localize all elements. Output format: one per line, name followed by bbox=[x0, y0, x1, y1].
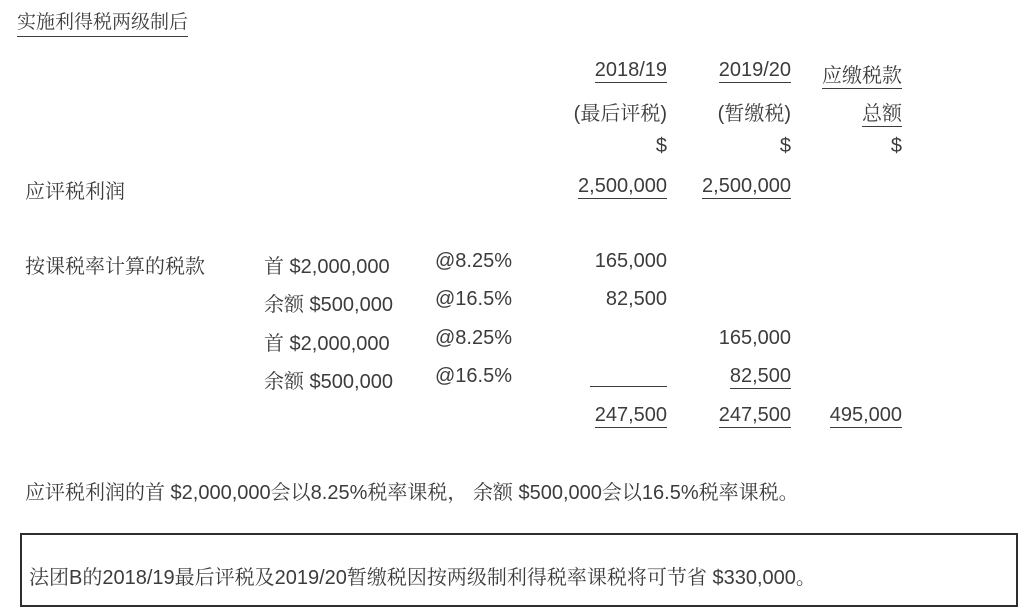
tier-2-2018-amount: 82,500 bbox=[605, 288, 667, 310]
tier-3-2019-cell bbox=[669, 327, 791, 350]
header-cell-total bbox=[781, 59, 902, 88]
total-overall-cell bbox=[781, 404, 902, 427]
assessable-profits-2018-cell bbox=[545, 175, 667, 198]
subtotal-rule-2018 bbox=[590, 365, 667, 387]
table-header-row-subtitles bbox=[0, 97, 1034, 123]
header-2019-subtitle: (暂缴税) bbox=[717, 103, 791, 125]
page-title: 实施利得税两级制后 bbox=[17, 7, 188, 37]
header-total-title: 应缴税款 bbox=[822, 65, 902, 87]
explanatory-note: 应评税利润的首 $2,000,000会以8.25%税率课税， 余额 $500,000会以16.5%税率课税。 bbox=[25, 482, 799, 504]
header-2019-year: 2019/20 bbox=[718, 59, 791, 81]
total-overall-amount: 495,000 bbox=[829, 404, 902, 426]
tier-4-2018-cell bbox=[545, 365, 667, 393]
assessable-profits-label: 应评税利润 bbox=[25, 181, 125, 203]
tier-2-2018-cell bbox=[545, 288, 667, 311]
table-row-tax-tier-2 bbox=[0, 288, 1034, 314]
table-row-tax-tier-4 bbox=[0, 365, 1034, 391]
table-header-row-years bbox=[0, 59, 1034, 85]
currency-cell-2019 bbox=[669, 135, 791, 158]
total-2018-cell bbox=[545, 404, 667, 427]
table-row-tax-tier-3 bbox=[0, 327, 1034, 353]
tier-2-rate: @16.5% bbox=[435, 288, 513, 310]
header-2018-subtitle: (最后评税) bbox=[573, 103, 667, 125]
currency-2018: $ bbox=[655, 135, 667, 157]
tier-4-2019-amount: 82,500 bbox=[729, 365, 791, 387]
tier-4-rate: @16.5% bbox=[435, 365, 513, 387]
table-row-tax-tier-1 bbox=[0, 250, 1034, 276]
tier-1-label: 首 $2,000,000 bbox=[264, 256, 390, 278]
tier-1-2018-amount: 165,000 bbox=[594, 250, 667, 272]
header-cell-2019-subtitle bbox=[669, 97, 791, 126]
assessable-profits-2018-amount: 2,500,000 bbox=[578, 175, 667, 197]
currency-total: $ bbox=[890, 135, 902, 157]
savings-highlight-text: 法团B的2018/19最后评税及2019/20暂缴税因按两级制利得税率课税将可节省 $330,000。 bbox=[29, 567, 816, 589]
tier-4-label: 余额 $500,000 bbox=[264, 371, 393, 393]
savings-highlight-box bbox=[20, 533, 1018, 607]
total-2018-amount: 247,500 bbox=[594, 404, 667, 426]
header-cell-2018-subtitle bbox=[545, 97, 667, 126]
currency-2019: $ bbox=[779, 135, 791, 157]
table-row-assessable-profits bbox=[0, 175, 1034, 201]
table-row-totals bbox=[0, 404, 1034, 430]
total-2019-cell bbox=[669, 404, 791, 427]
tier-3-rate: @8.25% bbox=[435, 327, 513, 349]
header-2018-year: 2018/19 bbox=[594, 59, 667, 81]
header-total-subtitle: 总额 bbox=[862, 103, 902, 125]
tier-1-2018-cell bbox=[545, 250, 667, 273]
tier-3-label: 首 $2,000,000 bbox=[264, 333, 390, 355]
tier-2-label: 余额 $500,000 bbox=[264, 294, 393, 316]
table-header-row-currency bbox=[0, 135, 1034, 161]
assessable-profits-2019-cell bbox=[669, 175, 791, 198]
tier-3-2019-amount: 165,000 bbox=[718, 327, 791, 349]
currency-cell-total bbox=[781, 135, 902, 158]
currency-cell-2018 bbox=[545, 135, 667, 158]
total-2019-amount: 247,500 bbox=[718, 404, 791, 426]
tier-1-rate: @8.25% bbox=[435, 250, 513, 272]
header-cell-total-subtitle bbox=[781, 97, 902, 126]
tax-section-label: 按课税率计算的税款 bbox=[25, 256, 205, 278]
assessable-profits-2019-amount: 2,500,000 bbox=[702, 175, 791, 197]
header-cell-2018 bbox=[545, 59, 667, 82]
tier-4-2019-cell bbox=[669, 365, 791, 388]
header-cell-2019 bbox=[669, 59, 791, 82]
